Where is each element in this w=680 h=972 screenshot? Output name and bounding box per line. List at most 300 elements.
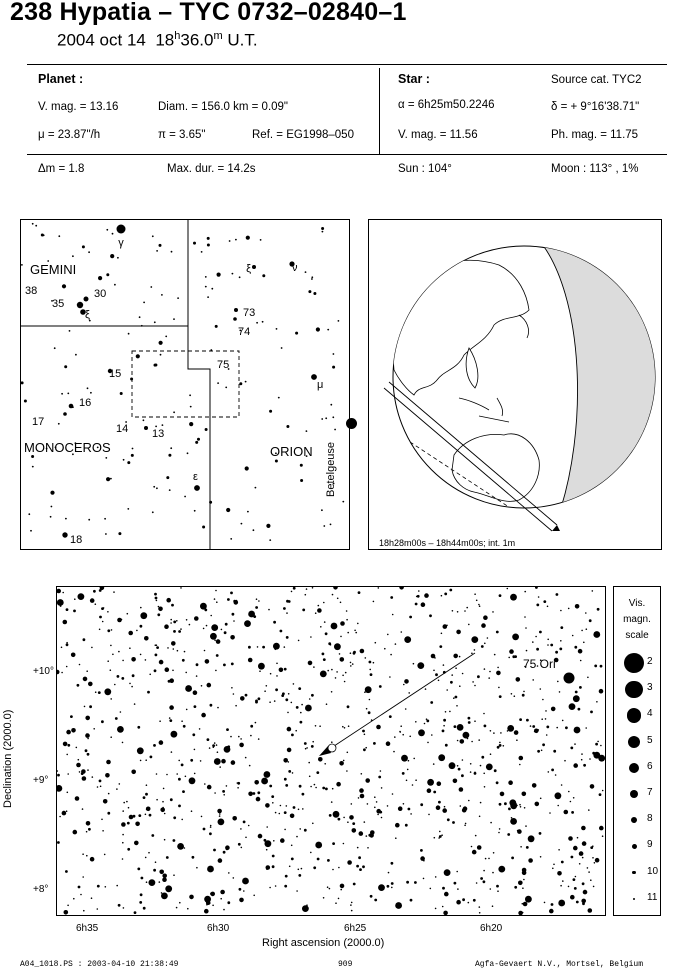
max-duration: Max. dur. = 14.2s: [167, 163, 256, 175]
field-star: [340, 884, 345, 889]
field-star: [310, 636, 312, 638]
field-star: [555, 774, 557, 776]
field-star: [210, 704, 213, 707]
field-star: [84, 706, 86, 708]
field-star: [148, 852, 150, 854]
field-star: [32, 223, 34, 225]
field-star: [239, 888, 242, 891]
field-star: [582, 902, 585, 905]
field-star: [268, 609, 270, 611]
field-star: [219, 813, 221, 815]
field-star: [526, 650, 528, 652]
field-star: [293, 683, 295, 685]
field-star: [169, 719, 172, 722]
star-xi-ori: [252, 265, 256, 269]
field-star: [474, 772, 476, 774]
y-tick-8: +8°: [33, 884, 49, 895]
field-star: [181, 764, 184, 767]
field-star: [456, 871, 458, 873]
field-star: [216, 601, 218, 603]
hours-unit: h: [174, 30, 181, 42]
field-star: [165, 336, 167, 338]
field-star: [237, 782, 239, 784]
field-star: [318, 757, 323, 762]
field-star: [286, 805, 288, 807]
field-star: [189, 624, 191, 626]
field-star: [532, 783, 537, 788]
field-star: [122, 660, 124, 662]
field-star: [483, 773, 485, 775]
field-star: [476, 600, 478, 602]
field-star: [295, 332, 298, 335]
field-star: [144, 636, 149, 641]
field-star: [522, 694, 525, 697]
field-star: [86, 733, 88, 735]
field-star: [309, 776, 311, 778]
field-star: [441, 595, 443, 597]
field-star: [85, 749, 88, 752]
field-star: [106, 477, 110, 481]
field-star: [105, 457, 107, 459]
field-star: [64, 365, 67, 368]
field-star: [340, 657, 345, 662]
field-star: [162, 801, 164, 803]
field-star: [155, 654, 158, 657]
field-star: [153, 486, 155, 488]
field-star: [534, 731, 536, 733]
field-star: [570, 801, 572, 803]
field-star: [66, 754, 68, 756]
field-star: [101, 720, 104, 723]
field-star: [21, 381, 24, 384]
field-star: [483, 870, 485, 872]
field-star: [311, 745, 314, 748]
field-star: [205, 286, 207, 288]
field-star: [154, 593, 157, 596]
field-star: [410, 899, 413, 902]
field-star: [452, 821, 455, 824]
field-star: [191, 810, 193, 812]
legend-dot: [629, 763, 639, 773]
field-star: [133, 815, 136, 818]
field-star: [301, 704, 303, 706]
field-star: [319, 725, 321, 727]
field-star: [170, 798, 173, 801]
field-star: [420, 856, 425, 861]
field-star: [347, 705, 350, 708]
field-star: [539, 832, 542, 835]
field-star: [503, 745, 505, 747]
field-star: [414, 881, 417, 884]
field-star: [128, 631, 133, 636]
field-star: [582, 882, 585, 885]
field-star: [107, 629, 110, 632]
field-star: [291, 845, 293, 847]
field-star: [253, 529, 255, 531]
field-star: [373, 662, 375, 664]
field-star: [420, 803, 423, 806]
field-star: [488, 677, 490, 679]
field-star: [95, 603, 97, 605]
field-star: [58, 423, 60, 425]
field-star: [427, 742, 429, 744]
field-star: [415, 603, 418, 606]
field-star: [516, 805, 518, 807]
field-star: [365, 686, 372, 693]
field-star: [153, 869, 156, 872]
field-star: [291, 858, 294, 861]
field-star: [74, 598, 76, 600]
field-star: [140, 607, 142, 609]
field-star: [332, 594, 334, 596]
field-star: [110, 736, 112, 738]
field-star: [552, 868, 554, 870]
field-star: [585, 612, 587, 614]
field-star: [110, 698, 112, 700]
field-star: [399, 731, 401, 733]
field-star: [586, 628, 588, 630]
field-star: [417, 595, 420, 598]
field-star: [443, 624, 448, 629]
field-star: [322, 231, 324, 233]
field-star: [210, 615, 212, 617]
field-star: [122, 810, 124, 812]
field-star: [517, 731, 519, 733]
field-star: [450, 681, 453, 684]
field-star: [131, 657, 136, 662]
field-star: [122, 834, 124, 836]
field-star: [351, 803, 353, 805]
field-star: [146, 784, 148, 786]
field-star: [110, 254, 114, 258]
field-star: [417, 662, 424, 669]
field-star: [332, 416, 334, 418]
field-star: [162, 877, 167, 882]
field-star: [400, 906, 402, 908]
field-star: [179, 902, 181, 904]
field-star: [286, 425, 289, 428]
label-nu: ν: [292, 262, 298, 274]
field-star: [173, 318, 175, 320]
field-star: [32, 466, 34, 468]
field-star: [431, 654, 436, 659]
field-star: [254, 780, 259, 785]
field-star: [176, 907, 178, 909]
field-star: [571, 856, 574, 859]
field-star: [333, 587, 338, 590]
legend-mag-label: 2: [647, 656, 653, 667]
field-star: [65, 870, 68, 873]
field-star: [315, 612, 317, 614]
field-star: [398, 806, 403, 811]
field-star: [483, 615, 488, 620]
field-star: [178, 760, 180, 762]
field-star: [121, 677, 124, 680]
field-star: [227, 598, 230, 601]
field-star: [221, 759, 226, 764]
field-star: [189, 422, 193, 426]
field-star: [243, 821, 246, 824]
field-star: [312, 823, 314, 825]
field-star: [376, 725, 381, 730]
field-star: [592, 857, 594, 859]
field-star: [308, 290, 311, 293]
field-star: [182, 790, 185, 793]
field-star: [110, 478, 112, 480]
field-star: [498, 687, 500, 689]
field-star: [248, 792, 253, 797]
field-star: [106, 229, 108, 231]
field-star: [532, 679, 534, 681]
field-star: [149, 814, 152, 817]
field-star: [395, 643, 397, 645]
field-star: [83, 677, 88, 682]
field-star: [327, 859, 330, 862]
field-star: [474, 649, 476, 651]
field-star: [519, 764, 521, 766]
field-star: [118, 904, 121, 907]
field-star: [264, 839, 267, 842]
field-star: [602, 790, 604, 792]
field-star: [540, 798, 542, 800]
field-star: [468, 624, 470, 626]
label-35: 35: [52, 298, 65, 310]
field-star: [395, 823, 400, 828]
field-star: [206, 625, 208, 627]
field-star: [483, 713, 485, 715]
field-star: [166, 774, 168, 776]
field-star: [66, 730, 71, 735]
field-star: [103, 799, 108, 804]
field-star: [288, 770, 291, 773]
field-star: [445, 711, 447, 713]
field-star: [79, 664, 81, 666]
star-vmag: V. mag. = 11.56: [398, 129, 478, 141]
field-star: [63, 811, 65, 813]
field-star: [212, 905, 214, 907]
legend-title-1: Vis.: [628, 598, 646, 609]
field-star: [347, 752, 349, 754]
field-star: [321, 227, 324, 230]
field-star: [454, 725, 457, 728]
field-star: [556, 593, 559, 596]
field-star: [555, 651, 558, 654]
field-star: [359, 831, 364, 836]
field-star: [514, 695, 516, 697]
field-star: [132, 674, 135, 677]
field-star: [185, 672, 187, 674]
field-star: [373, 601, 375, 603]
field-star: [588, 908, 593, 913]
boundary-orion: [188, 326, 210, 549]
field-star: [90, 857, 95, 862]
field-star: [499, 594, 502, 597]
field-star: [493, 852, 495, 854]
field-star: [296, 890, 298, 892]
field-star: [530, 725, 532, 727]
field-star: [589, 619, 592, 622]
field-star: [370, 895, 373, 898]
field-star: [285, 784, 288, 787]
field-star: [134, 911, 137, 914]
field-star: [326, 703, 328, 705]
star-alpha: α = 6h25m50.2246: [398, 99, 495, 111]
field-star: [62, 284, 66, 288]
field-star: [186, 619, 188, 621]
field-star: [309, 698, 311, 700]
field-star: [313, 292, 316, 295]
field-star: [57, 774, 60, 777]
field-star: [408, 760, 410, 762]
field-star: [184, 496, 186, 498]
field-star: [185, 776, 187, 778]
field-star: [313, 666, 315, 668]
field-star: [59, 816, 61, 818]
field-star: [300, 479, 303, 482]
legend-dot: [633, 898, 635, 900]
field-star: [471, 636, 478, 643]
field-star: [248, 658, 253, 663]
field-star: [271, 795, 274, 798]
field-star: [80, 894, 82, 896]
field-star: [306, 430, 308, 432]
field-star: [86, 821, 91, 826]
field-star: [366, 835, 368, 837]
field-star: [490, 753, 492, 755]
field-star: [344, 727, 346, 729]
field-star: [449, 589, 452, 592]
field-star: [201, 251, 203, 253]
field-star: [573, 797, 575, 799]
field-star: [332, 869, 334, 871]
field-star: [540, 856, 542, 858]
field-star: [361, 773, 363, 775]
field-star: [581, 759, 583, 761]
field-star: [180, 587, 182, 589]
field-star: [418, 729, 425, 736]
field-star: [213, 849, 216, 852]
field-star: [287, 727, 292, 732]
x-tick-6h25: 6h25: [344, 923, 367, 934]
field-star: [225, 387, 227, 389]
field-star: [312, 587, 314, 589]
legend-mag-label: 6: [647, 760, 653, 772]
label-17: 17: [32, 416, 45, 428]
field-star: [209, 747, 211, 749]
field-star: [180, 628, 182, 630]
field-star: [197, 438, 200, 441]
field-star: [141, 325, 143, 327]
field-star: [344, 681, 346, 683]
label-18: 18: [70, 534, 83, 546]
field-star: [145, 857, 147, 859]
field-star: [173, 816, 176, 819]
x-axis-label: Right ascension (2000.0): [262, 937, 385, 949]
field-star: [121, 822, 126, 827]
label-73: 73: [243, 307, 256, 319]
field-star: [104, 518, 106, 520]
field-star: [561, 861, 564, 864]
field-star: [87, 753, 90, 756]
legend-dot: [630, 790, 638, 798]
field-star: [497, 890, 499, 892]
field-star: [128, 333, 130, 335]
field-star: [351, 910, 353, 912]
field-star: [465, 823, 467, 825]
field-star: [592, 752, 595, 755]
field-star: [401, 631, 403, 633]
field-star: [112, 233, 114, 235]
field-star: [488, 858, 490, 860]
field-star: [270, 673, 272, 675]
field-star: [351, 902, 353, 904]
moon-elongation: Moon : 113° , 1%: [551, 163, 639, 175]
field-star: [245, 694, 248, 697]
field-star: [214, 742, 216, 744]
field-star: [62, 592, 64, 594]
globe-panel: [368, 219, 662, 550]
field-star: [250, 735, 252, 737]
field-star: [323, 897, 325, 899]
field-star: [364, 691, 366, 693]
field-star: [470, 763, 472, 765]
field-star: [255, 701, 258, 704]
field-star: [468, 721, 471, 724]
field-star: [215, 325, 218, 328]
field-star: [280, 805, 282, 807]
field-star: [525, 825, 527, 827]
field-star: [233, 620, 235, 622]
field-star: [442, 808, 447, 813]
star-delta: δ = + 9°16'38.71": [551, 101, 640, 113]
field-star: [199, 728, 201, 730]
field-star: [82, 808, 84, 810]
field-star: [449, 711, 451, 713]
field-star: [419, 666, 421, 668]
field-star: [275, 649, 277, 651]
field-star: [522, 912, 524, 914]
field-star: [138, 814, 141, 817]
field-star: [520, 846, 522, 848]
field-star: [285, 698, 288, 701]
field-star: [559, 691, 561, 693]
field-star: [172, 670, 174, 672]
field-star: [298, 687, 301, 690]
field-star: [522, 903, 524, 905]
field-star: [583, 642, 585, 644]
field-star: [350, 665, 352, 667]
constellation-monoceros: MONOCEROS: [24, 440, 111, 455]
field-star: [66, 642, 68, 644]
field-star: [83, 638, 86, 641]
footer-file: A04_1018.PS : 2003-04-10 21:38:49: [20, 960, 179, 969]
field-star: [392, 793, 394, 795]
field-star: [194, 705, 197, 708]
field-star: [196, 867, 198, 869]
field-star: [460, 739, 465, 744]
field-star: [519, 718, 522, 721]
field-star: [229, 240, 231, 242]
y-tick-10: +10°: [33, 666, 54, 677]
field-star: [43, 234, 45, 236]
legend-dot: [631, 817, 637, 823]
field-star: [496, 781, 499, 784]
field-star: [587, 867, 589, 869]
field-star: [365, 778, 370, 783]
field-star: [156, 644, 158, 646]
field-star: [70, 715, 73, 718]
field-star: [572, 635, 574, 637]
